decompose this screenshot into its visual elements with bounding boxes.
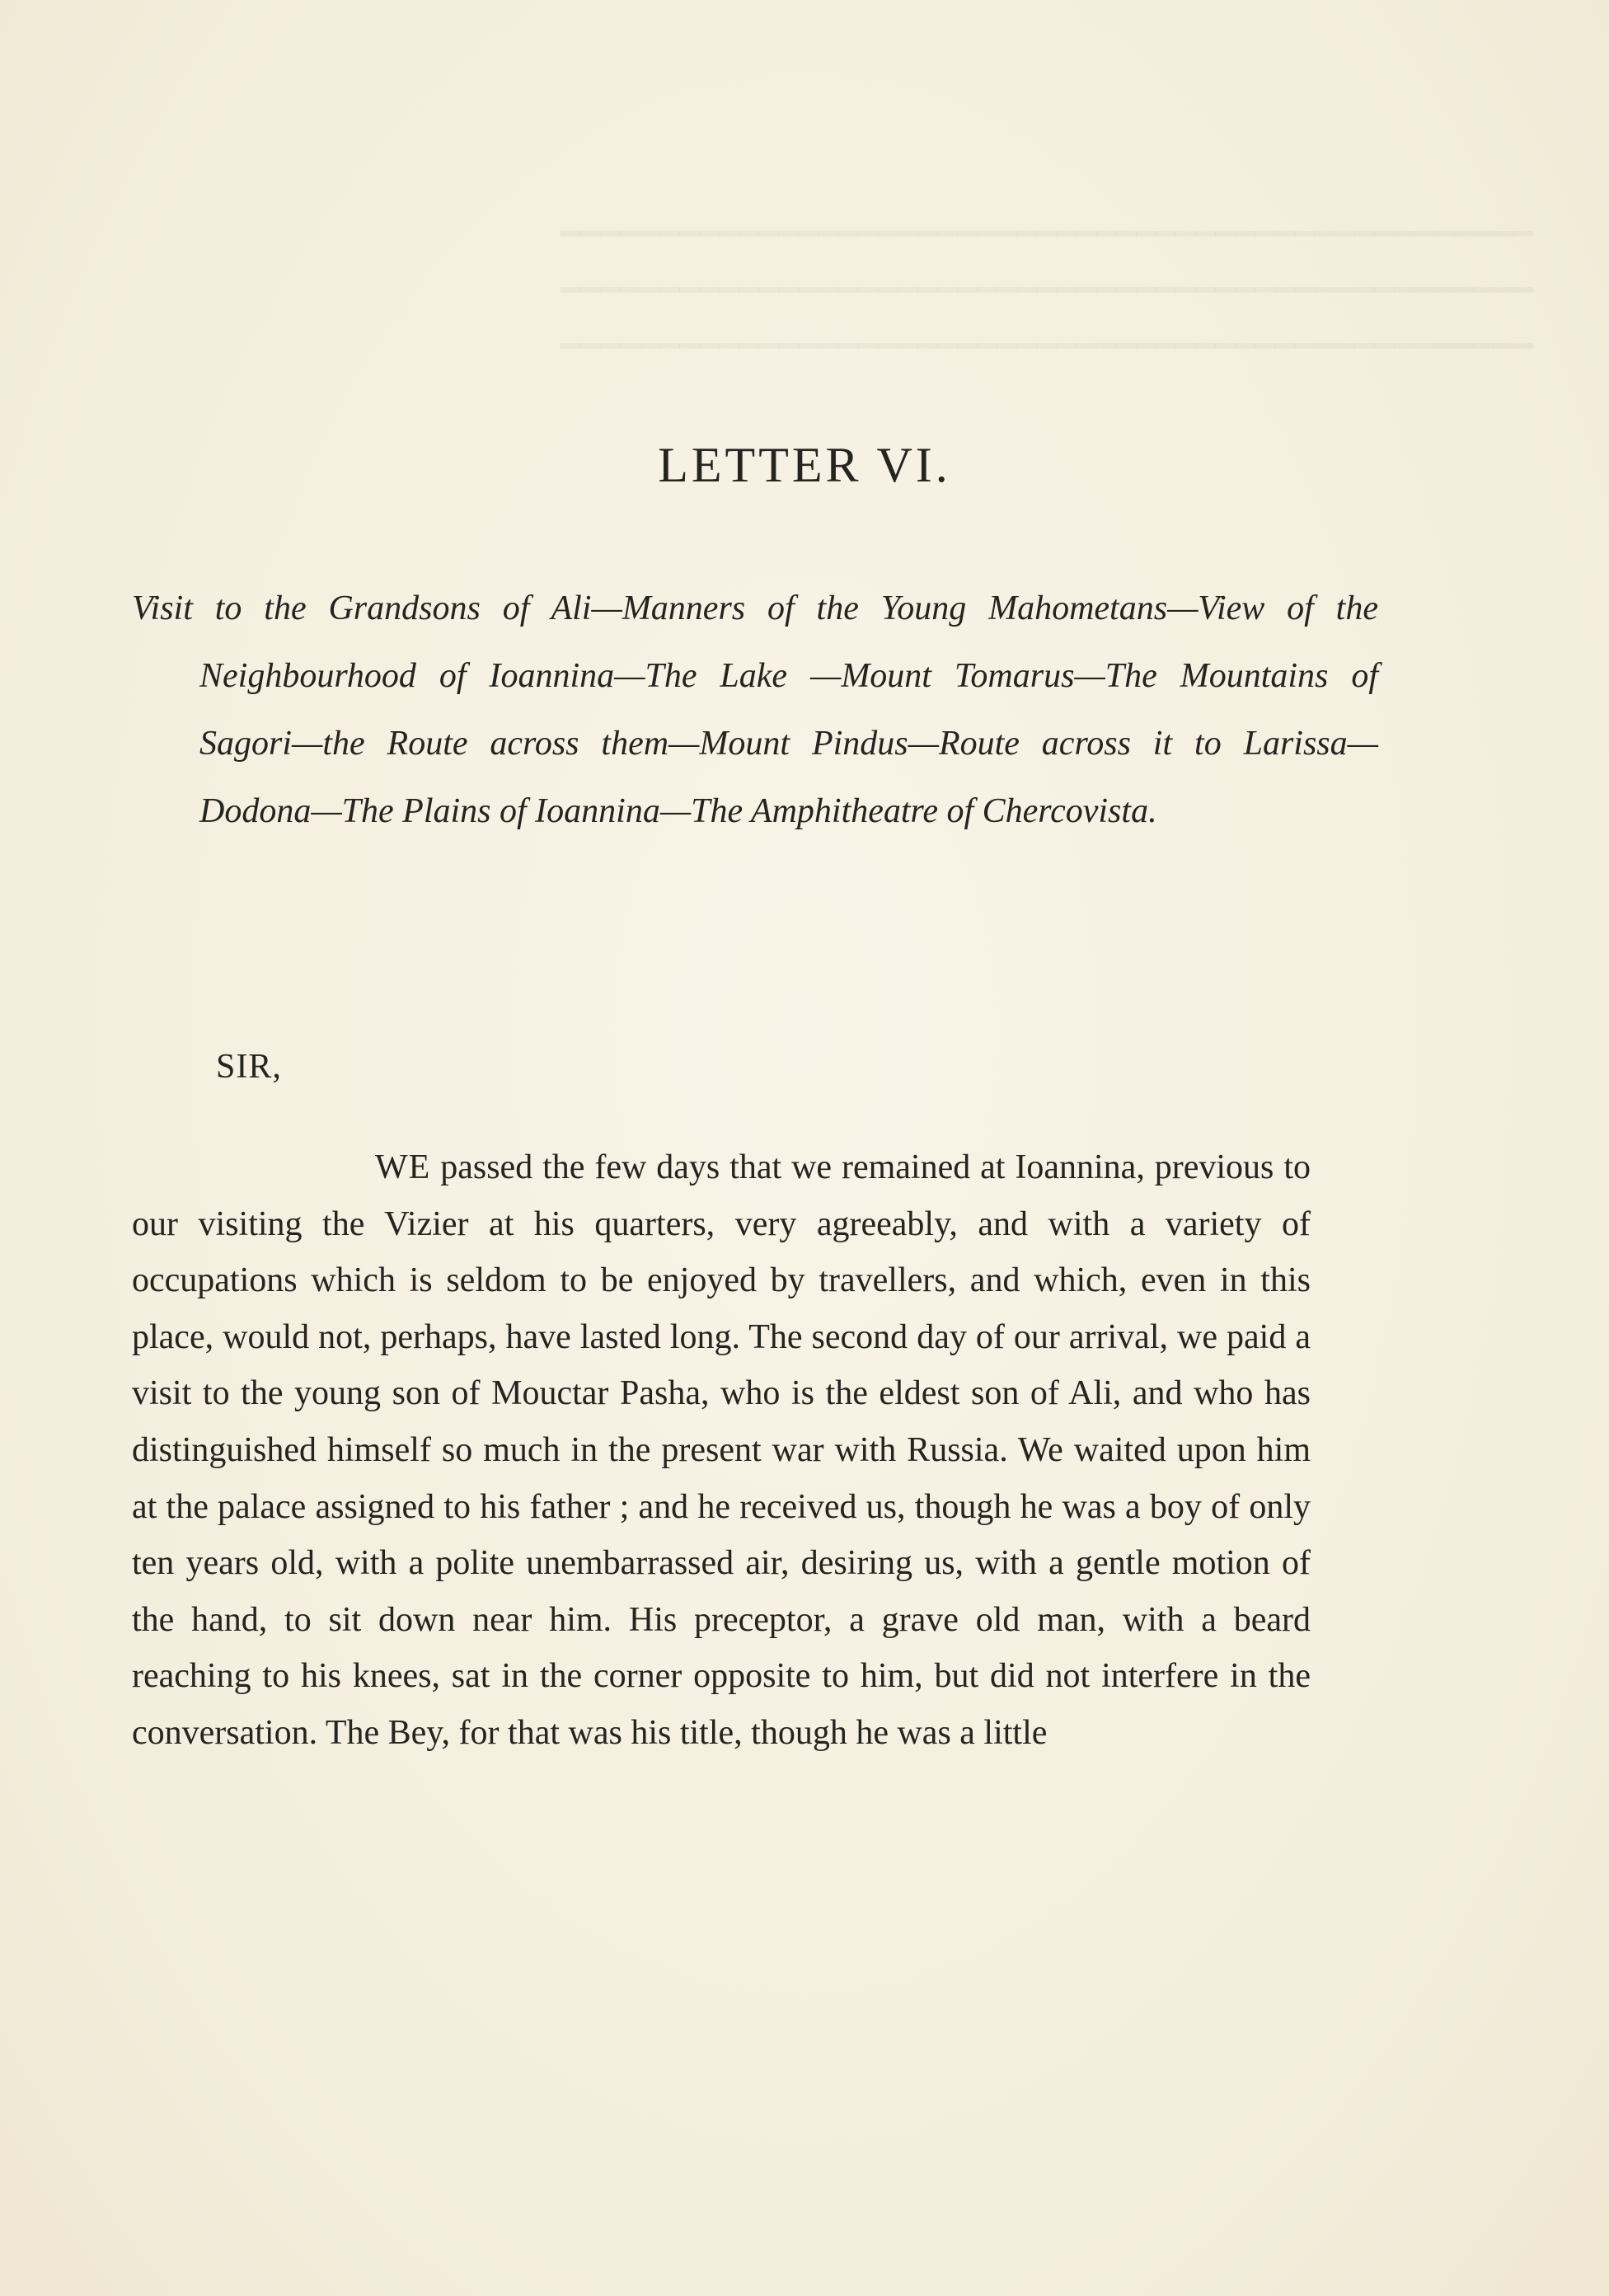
chapter-summary: Visit to the Grandsons of Ali—Manners of the Young Mahometans—View of the Neighbourhood of Ioannina—The Lake —Mount Tomarus—The Mountains of Sagori—the Route across them—Mount Pindus—Route across it to Larissa— Dodona—The Plains of Ioannina—The Amphitheatre of Chercovista. — [132, 589, 1378, 830]
salutation: SIR, — [216, 1048, 282, 1086]
letter-heading: LETTER VI. — [658, 438, 951, 493]
letter-body — [132, 1139, 1311, 1762]
body-opening-word: WE — [375, 1148, 431, 1186]
body-paragraph: passed the few days that we remained at Ioannina, previous to our visiting the Vizier at his quarters, very agreeably, and with a variety of occupations which is seldom to be enjoyed by travellers, and which, even in this place, would not, perhaps, have lasted long. The second day of our arrival, we paid a visit to the young son of Mouctar Pasha, who is the eldest son of Ali, and who has distinguished himself so much in the present war with Russia. We waited upon him at the palace assigned to his father ; and he received us, though he was a boy of only ten years old, with a polite unembarrassed air, desiring us, with a gentle motion of the hand, to sit down near him. His preceptor, a grave old man, with a beard reaching to his knees, sat in the corner opposite to him, but did not interfere in the conversation. The Bey, for that was his title, though he was a little — [132, 1148, 1311, 1752]
show-through-texture: ━━━━━━━━━━━━━━━━━━━━━━━━━━━━━━━━━━━━━━━━━━━━━━━━━ ━━━━━━━━━━━━━━━━━━━━━━━━━━━━━━━━━━━━━━━━━━━━━━━━━ ━━━━━━━━━━━━━━━━━━━━━━━━━━━━━━━━━━━━━━━━━━━━━━━━━ — [560, 215, 1533, 364]
